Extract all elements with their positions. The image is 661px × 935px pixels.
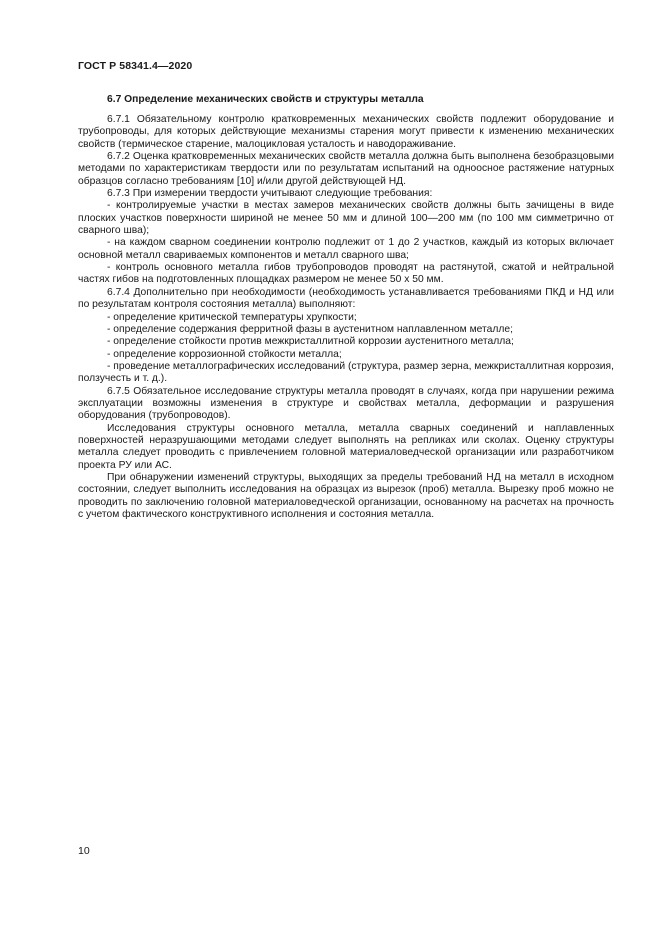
page-number: 10 — [78, 845, 90, 857]
list-item-intercrystalline: - определение стойкости против межкристаллитной коррозии аустенитного металла; — [107, 336, 514, 348]
paragraph-6-7-4: 6.7.4 Дополнительно при необходимости (необходимость устанавливается требованиями ПКД и НД или по результатам контроля состояния металла) выполняют: — [78, 286, 614, 311]
paragraph-6-7-2: 6.7.2 Оценка кратковременных механических свойств металла должна быть выполнена безобразцовыми методами по характеристикам твердости или по результатам испытаний на одноосное растяжение натурных образцов согласно требованиям [10] и/или другой действующей НД. — [78, 151, 614, 187]
main-content — [78, 94, 614, 521]
list-item-hardness-areas: - контролируемые участки в местах замеров механических свойств должны быть зачищены в виде плоских участков поверхности шириной не менее 50 мм и длиной 100—200 мм (по 100 мм симметрично от сварного шва); — [78, 200, 614, 237]
paragraph-6-7-1: 6.7.1 Обязательному контролю кратковременных механических свойств подлежит оборудование и трубопроводы, для которых действующие механизмы старения могут привести к изменению механических свойств (термическое старение, малоцикловая усталость и наводораживание. — [78, 114, 614, 150]
document-code-header: ГОСТ Р 58341.4—2020 — [78, 60, 193, 72]
list-item-bend-control: - контроль основного металла гибов трубопроводов проводят на растянутой, сжатой и нейтральной частях гибов на подготовленных площадках размером не менее 50 х 50 мм. — [78, 262, 614, 286]
list-item-corrosion: - определение коррозионной стойкости металла; — [107, 348, 342, 360]
list-item-brittleness: - определение критической температуры хрупкости; — [107, 311, 357, 323]
paragraph-structure-research: Исследования структуры основного металла, металла сварных соединений и наплавленных поверхностей неразрушающими методами следует выполнять на репликах или сколах. Оценку структуры металла следует проводить с привлечением головной материаловедческой организации или разработчиком проекта РУ или АС. — [78, 422, 614, 471]
list-item-metallography: - проведение металлографических исследований (структура, размер зерна, межкристаллитная коррозия, ползучесть и т. д.). — [78, 360, 614, 385]
paragraph-structure-changes: При обнаружении изменений структуры, выходящих за пределы требований НД на металл в исходном состоянии, следует выполнить исследования на образцах из вырезок (проб) металла. Вырезку проб можно не проводить по заключению головной материаловедческой организации, основанному на расчетах на прочность с учетом фактического конструктивного исполнения и состояния металла. — [78, 471, 614, 520]
paragraph-6-7-3: 6.7.3 При измерении твердости учитывают следующие требования: — [107, 188, 433, 200]
paragraph-6-7-5: 6.7.5 Обязательное исследование структуры металла проводят в случаях, когда при нарушении режима эксплуатации возможны изменения в структуре и свойствах металла, деформации и разрушения оборудования (трубопроводов). — [78, 385, 614, 422]
list-item-ferrite: - определение содержания ферритной фазы в аустенитном наплавленном металле; — [107, 323, 513, 335]
list-item-weld-joints: - на каждом сварном соединении контролю подлежит от 1 до 2 участков, каждый из которых включает основной металл свариваемых компонентов и металл сварного шва; — [78, 237, 614, 261]
section-title: 6.7 Определение механических свойств и структуры металла — [107, 94, 424, 105]
